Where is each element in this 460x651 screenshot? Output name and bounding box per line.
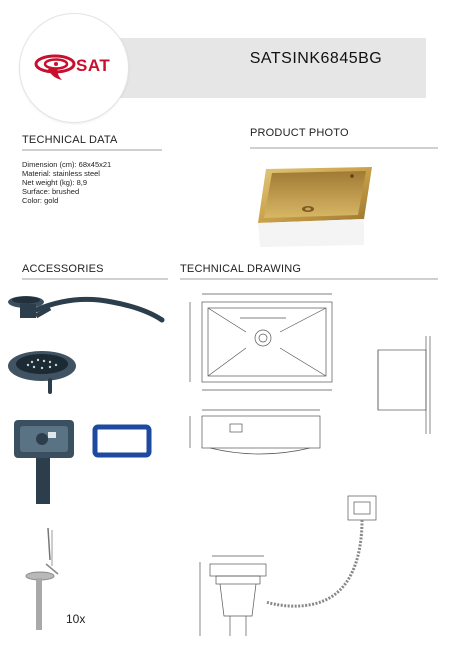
front-view-drawing <box>180 406 330 466</box>
technical-drawing-rule <box>180 278 438 280</box>
strainer-basket-icon <box>4 344 84 398</box>
gold-sink-photo <box>252 157 374 249</box>
technical-drawing-heading: TECHNICAL DRAWING <box>180 263 302 275</box>
brand-name: SAT <box>76 56 111 75</box>
spec-material: Material: stainless steel <box>22 169 100 178</box>
sat-swirl-icon <box>34 52 76 82</box>
product-photo-rule <box>250 147 438 149</box>
brand-logo <box>20 14 128 122</box>
spec-surface: Surface: brushed <box>22 187 80 196</box>
drain-hose-icon <box>4 290 170 330</box>
accessories-heading: ACCESSORIES <box>22 263 104 275</box>
side-view-drawing <box>372 330 438 436</box>
technical-data-list <box>22 160 111 205</box>
drain-assembly-drawing <box>190 492 396 642</box>
clip-quantity: 10x <box>66 612 86 626</box>
mounting-clip-icon <box>22 524 66 634</box>
mounting-bracket-icon <box>12 418 76 508</box>
seal-gasket-icon <box>92 424 152 458</box>
product-code: SATSINK6845BG <box>249 50 383 67</box>
product-photo-heading: PRODUCT PHOTO <box>250 127 349 139</box>
technical-data-rule <box>22 149 162 151</box>
spec-color: Color: gold <box>22 196 59 205</box>
accessories-rule <box>22 278 168 280</box>
technical-data-heading: TECHNICAL DATA <box>22 134 118 146</box>
spec-dimension: Dimension (cm): 68x45x21 <box>22 160 112 169</box>
top-view-drawing <box>180 288 340 398</box>
header-bar <box>88 38 426 98</box>
spec-weight: Net weight (kg): 8,9 <box>22 178 88 187</box>
